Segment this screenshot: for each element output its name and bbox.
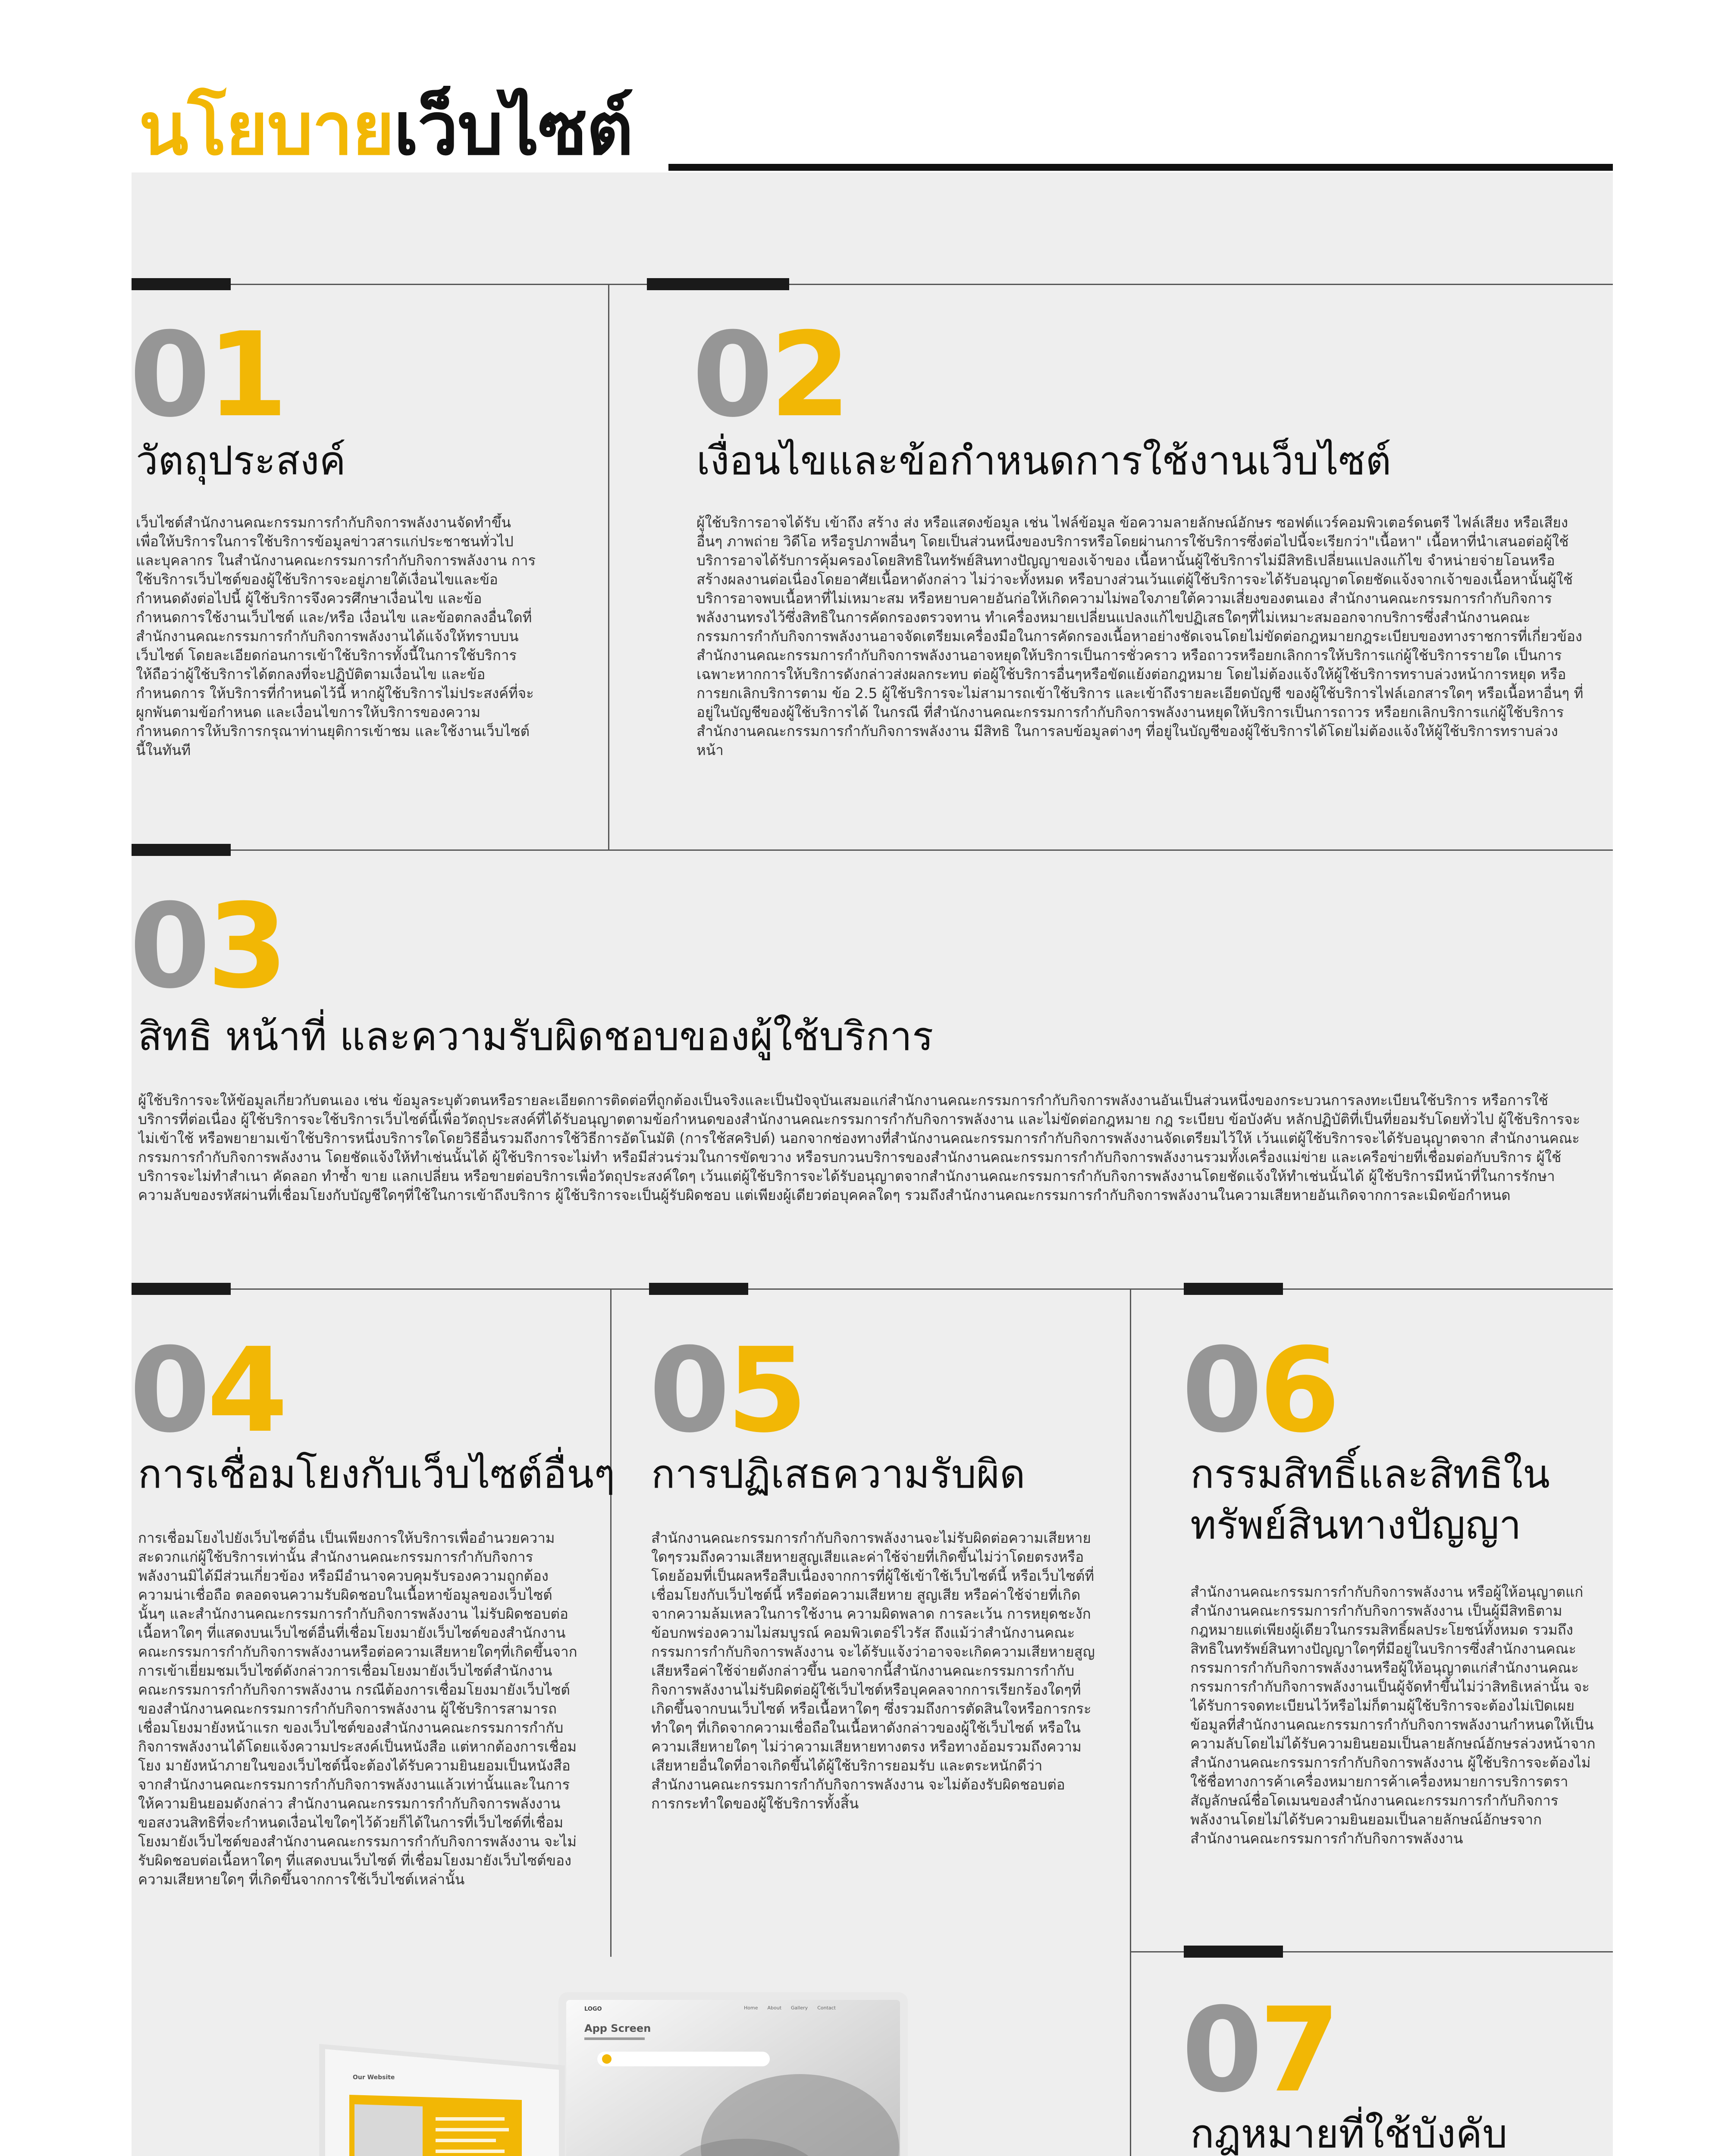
- section-number-04: 04: [129, 1322, 285, 1458]
- section-number-06: 06: [1182, 1322, 1337, 1458]
- section-bar-07: [1184, 1946, 1283, 1958]
- section-number-01: 01: [129, 307, 285, 443]
- section-body-03: ผู้ใช้บริการจะให้ข้อมูลเกี่ยวกับตนเอง เช่น ข้อมูลระบุตัวตนหรือรายละเอียดการติดต่อที่ถูกต้องเป็นจริงและเป็นปัจจุบันเสมอแก่สำนักงานคณะกรรมการกำกับกิจการพลังงานอันเป็นส่วนหนึ่งของกระบวนการลงทะเบียนใช้บริการ หรือการใช้บริการที่ต่อเนื่อง ผู้ใช้บริการจะใช้บริการเว็บไซต์นี้เพื่อวัตถุประสงค์ที่ได้รับอนุญาตตามข้อกำหนดของสำนักงานคณะกรรมการกำกับกิจการพลังงาน และไม่ขัดต่อกฎหมาย กฎ ระเบียบ ข้อบังคับ หลักปฏิบัติที่เป็นที่ยอมรับโดยทั่วไป ผู้ใช้บริการจะไม่เข้าใช้ หรือพยายามเข้าใช้บริการหนึ่งบริการใดโดยวิธีอื่นรวมถึงการใช้วิธีการอัตโนมัติ (การใช้สคริปต์) นอกจากช่องทางที่สำนักงานคณะกรรมการกำกับกิจการพลังงานจัดเตรียมไว้ให้ เว้นแต่ผู้ใช้บริการจะได้รับอนุญาตจาก สำนักงานคณะกรรมการกำกับกิจการพลังงาน โดยชัดแจ้งให้ทำเช่นนั้นได้ ผู้ใช้บริการจะไม่ทำ หรือมีส่วนร่วมในการขัดขวาง หรือรบกวนบริการของสำนักงานคณะกรรมการกำกับกิจการพลังงานรวมทั้งเครื่องแม่ข่าย และเครือข่ายที่เชื่อมต่อกับบริการ ผู้ใช้บริการจะไม่ทำสำเนา คัดลอก ทำซ้ำ ขาย แลกเปลี่ยน หรือขายต่อบริการเพื่อวัตถุประสงค์ใดๆ เว้นแต่ผู้ใช้บริการจะได้รับอนุญาตจากสำนักงานคณะกรรมการกำกับกิจการพลังงานโดยชัดแจ้งให้ทำเช่นนั้นได้ ผู้ใช้บริการมีหน้าที่ในการรักษาความลับของรหัสผ่านที่เชื่อมโยงกับบัญชีใดๆที่ใช้ในการเข้าถึงบริการ ผู้ใช้บริการจะเป็นผู้รับผิดชอบ แต่เพียงผู้เดียวต่อบุคคลใดๆ รวมถึงสำนักงานคณะกรรมการกำกับกิจการพลังงานในความเสียหายอันเกิดจากการละเมิดข้อกำหนด: [138, 1092, 1581, 1203]
- section-heading-06: กรรมสิทธิ์และสิทธิในทรัพย์สินทางปัญญา: [1190, 1451, 1550, 1548]
- section-heading-02: เงื่อนไขและข้อกำหนดการใช้งานเว็บไซต์: [696, 438, 1392, 484]
- nav-item-gallery[interactable]: Gallery: [791, 2005, 808, 2011]
- page-title-accent: นโยบาย: [139, 87, 394, 171]
- section-heading-01: วัตถุประสงค์: [136, 438, 346, 484]
- section-heading-04: การเชื่อมโยงกับเว็บไซต์อื่นๆ: [138, 1451, 615, 1497]
- back-screen-logo: LOGO: [584, 2006, 602, 2012]
- section-bar-06: [1184, 1283, 1283, 1295]
- section-bar-03: [132, 844, 231, 856]
- nav-item-home[interactable]: Home: [744, 2005, 758, 2011]
- section-heading-05: การปฏิเสธความรับผิด: [651, 1451, 1026, 1497]
- section-bar-04: [132, 1283, 231, 1295]
- divider-row1: [132, 284, 1613, 285]
- divider-col-row3a: [610, 1288, 612, 1957]
- section-number-05: 05: [649, 1322, 804, 1458]
- divider-col-row3b: [1130, 1288, 1131, 2156]
- nav-item-about[interactable]: About: [767, 2005, 782, 2011]
- section-number-03: 03: [129, 878, 285, 1014]
- section-body-06: สำนักงานคณะกรรมการกำกับกิจการพลังงาน หรือผู้ให้อนุญาตแก่สำนักงานคณะกรรมการกำกับกิจการพลังงาน เป็นผู้มีสิทธิตามกฎหมายแต่เพียงผู้เดียวในกรรมสิทธิ์ผลประโยชน์ทั้งหมด รวมถึงสิทธิในทรัพย์สินทางปัญญาใดๆที่มีอยู่ในบริการซึ่งสำนักงานคณะกรรมการกำกับกิจการพลังงานหรือผู้ให้อนุญาตแก่สำนักงานคณะกรรมการกำกับกิจการพลังงานเป็นผู้จัดทำขึ้นไม่ว่าสิทธิเหล่านั้น จะได้รับการจดทะเบียนไว้หรือไม่ก็ตามผู้ใช้บริการจะต้องไม่เปิดเผยข้อมูลที่สำนักงานคณะกรรมการกำกับกิจการพลังงานกำหนดให้เป็นความลับโดยไม่ได้รับความยินยอมเป็นลายลักษณ์อักษรล่วงหน้าจากสำนักงานคณะกรรมการกำกับกิจการพลังงาน ผู้ใช้บริการจะต้องไม่ใช้ชื่อทางการค้าเครื่องหมายการค้าเครื่องหมายการบริการตราสัญลักษณ์ชื่อโดเมนของสำนักงานคณะกรรมการกำกับกิจการพลังงานโดยไม่ได้รับความยินยอมเป็นลายลักษณ์อักษรจากสำนักงานคณะกรรมการกำกับกิจการพลังงาน: [1190, 1583, 1596, 1847]
- section-body-04: การเชื่อมโยงไปยังเว็บไซต์อื่น เป็นเพียงการให้บริการเพื่ออำนวยความสะดวกแก่ผู้ใช้บริการเท่านั้น สำนักงานคณะกรรมการกำกับกิจการพลังงานมิได้มีส่วนเกี่ยวข้อง หรือมีอำนาจควบคุมรับรองความถูกต้อง ความน่าเชื่อถือ ตลอดจนความรับผิดชอบในเนื้อหาข้อมูลของเว็บไซต์นั้นๆ และสำนักงานคณะกรรมการกำกับกิจการพลังงาน ไม่รับผิดชอบต่อเนื้อหาใดๆ ที่แสดงบนเว็บไซต์อื่นที่เชื่อมโยงมายังเว็บไซต์ของสำนักงานคณะกรรมการกำกับกิจการพลังงานหรือต่อความเสียหายใดๆที่เกิดขึ้นจากการเข้าเยี่ยมชมเว็บไซต์ดังกล่าวการเชื่อมโยงมายังเว็บไซต์สำนักงานคณะกรรมการกำกับกิจการพลังงาน กรณีต้องการเชื่อมโยงมายังเว็บไซต์ของสำนักงานคณะกรรมการกำกับกิจการพลังงาน ผู้ใช้บริการสามารถเชื่อมโยงมายังหน้าแรก ของเว็บไซต์ของสำนักงานคณะกรรมการกำกับกิจการพลังงานได้โดยแจ้งความประสงค์เป็นหนังสือ แต่หากต้องการเชื่อมโยง มายังหน้าภายในของเว็บไซต์นี้จะต้องได้รับความยินยอมเป็นหนังสือจากสำนักงานคณะกรรมการกำกับกิจการพลังงานแล้วเท่านั้นและในการให้ความยินยอมดังกล่าว สำนักงานคณะกรรมการกำกับกิจการพลังงานขอสงวนสิทธิที่จะกำหนดเงื่อนไขใดๆไว้ด้วยก็ได้ในการที่เว็บไซต์ที่เชื่อมโยงมายังเว็บไซต์ของสำนักงานคณะกรรมการกำกับกิจการพลังงาน จะไม่รับผิดชอบต่อเนื้อหาใดๆ ที่แสดงบนเว็บไซต์ ที่เชื่อมโยงมายังเว็บไซต์ของความเสียหายใดๆ ที่เกิดขึ้นจากการใช้เว็บไซต์เหล่านั้น: [138, 1529, 577, 1888]
- page-title: [139, 87, 633, 171]
- back-screen-title: App Screen: [584, 2022, 651, 2034]
- section-bar-01: [132, 278, 231, 290]
- monitor-front: [319, 2044, 565, 2156]
- section-bar-02: [647, 278, 789, 290]
- divider-row3: [132, 1288, 1613, 1290]
- section-heading-03: สิทธิ หน้าที่ และความรับผิดชอบของผู้ใช้บริการ: [138, 1013, 934, 1059]
- section-body-01: เว็บไซต์สำนักงานคณะกรรมการกำกับกิจการพลังงานจัดทำขึ้น เพื่อให้บริการในการใช้บริการข้อมูลข่าวสารแก่ประชาชนทั่วไป และบุคลากร ในสำนักงานคณะกรรมการกำกับกิจการพลังงาน การใช้บริการเว็บไซต์ของผู้ใช้บริการจะอยู่ภายใต้เงื่อนไขและข้อกำหนดดังต่อไปนี้ ผู้ใช้บริการจึงควรศึกษาเงื่อนไข และข้อกำหนดการใช้งานเว็บไซต์ และ/หรือ เงื่อนไข และข้อตกลงอื่นใดที่สำนักงานคณะกรรมการกำกับกิจการพลังงานได้แจ้งให้ทราบบนเว็บไซต์ โดยละเอียดก่อนการเข้าใช้บริการทั้งนี้ในการใช้บริการ ให้ถือว่าผู้ใช้บริการได้ตกลงที่จะปฏิบัติตามเงื่อนไข และข้อกำหนดการ ให้บริการที่กำหนดไว้นี้ หากผู้ใช้บริการไม่ประสงค์ที่จะผูกพันตามข้อกำหนด และเงื่อนไขการให้บริการของความกำหนดการให้บริการกรุณาท่านยุติการเข้าชม และใช้งานเว็บไซต์นี้ในทันที: [136, 514, 536, 758]
- header-rule: [668, 164, 1613, 171]
- divider-row2: [132, 849, 1613, 851]
- monitor-back: [558, 1992, 908, 2156]
- section-bar-05: [649, 1283, 748, 1295]
- section-body-02: ผู้ใช้บริการอาจได้รับ เข้าถึง สร้าง ส่ง หรือแสดงข้อมูล เช่น ไฟล์ข้อมูล ข้อความลายลักษณ์อักษร ซอฟต์แวร์คอมพิวเตอร์ดนตรี ไฟล์เสียง หรือเสียง อื่นๆ ภาพถ่าย วิดีโอ หรือรูปภาพอื่นๆ โดยเป็นส่วนหนึ่งของบริการหรือโดยผ่านการใช้บริการซึ่งต่อไปนี้จะเรียกว่า"เนื้อหา" เนื้อหาที่นำเสนอต่อผู้ใช้บริการอาจได้รับการคุ้มครองโดยสิทธิในทรัพย์สินทางปัญญาของเจ้าของ เนื้อหานั้นผู้ใช้บริการไม่มีสิทธิเปลี่ยนแปลงแก้ไข จำหน่ายจ่ายโอนหรือสร้างผลงานต่อเนื่องโดยอาศัยเนื้อหาดังกล่าว ไม่ว่าจะทั้งหมด หรือบางส่วนเว้นแต่ผู้ใช้บริการจะได้รับอนุญาตโดยชัดแจ้งจากเจ้าของเนื้อหานั้นผู้ใช้บริการอาจพบเนื้อหาที่ไม่เหมาะสม หรือหยาบคายอันก่อให้เกิดความไม่พอใจภายใต้ความเสี่ยงของตนเอง สำนักงานคณะกรรมการกำกับกิจการพลังงานทรงไว้ซึ่งสิทธิในการคัดกรองตรวจทาน ทำเครื่องหมายเปลี่ยนแปลงแก้ไขปฏิเสธใดๆที่ไม่เหมาะสมออกจากบริการซึ่งสำนักงานคณะกรรมการกำกับกิจการพลังงานอาจจัดเตรียมเครื่องมือในการคัดกรองเนื้อหาอย่างชัดเจนโดยไม่ขัดต่อกฎหมายกฎระเบียบของทางราชการที่เกี่ยวข้อง สำนักงานคณะกรรมการกำกับกิจการพลังงานอาจหยุดให้บริการเป็นการชั่วคราว หรือถาวรหรือยกเลิกการให้บริการแก่ผู้ใช้บริการรายใด เป็นการเฉพาะหากการให้บริการดังกล่าวส่งผลกระทบ ต่อผู้ใช้บริการอื่นๆหรือขัดแย้งต่อกฎหมาย โดยไม่ต้องแจ้งให้ผู้ใช้บริการทราบล่วงหน้าการหยุด หรือการยกเลิกบริการตาม ข้อ 2.5 ผู้ใช้บริการจะไม่สามารถเข้าใช้บริการ และเข้าถึงรายละเอียดบัญชี ของผู้ใช้บริการไฟล์เอกสารใดๆ หรือเนื้อหาอื่นๆ ที่อยู่ในบัญชีของผู้ใช้บริการได้ ในกรณี ที่สำนักงานคณะกรรมการกำกับกิจการพลังงานหยุดให้บริการเป็นการถาวร หรือยกเลิกบริการแก่ผู้ใช้บริการสำนักงานคณะกรรมการกำกับกิจการพลังงาน มีสิทธิ ในการลบข้อมูลต่างๆ ที่อยู่ในบัญชีของผู้ใช้บริการได้โดยไม่ต้องแจ้งให้ผู้ใช้บริการทราบล่วงหน้า: [696, 514, 1584, 758]
- divider-col-row1: [608, 284, 609, 850]
- section-body-05: สำนักงานคณะกรรมการกำกับกิจการพลังงานจะไม่รับผิดต่อความเสียหายใดๆรวมถึงความเสียหายสูญเสียและค่าใช้จ่ายที่เกิดขึ้นไม่ว่าโดยตรงหรือโดยอ้อมที่เป็นผลหรือสืบเนื่องจากการที่ผู้ใช้เข้าใช้เว็บไซต์นี้ หรือเว็บไซต์ที่เชื่อมโยงกับเว็บไซต์นี้ หรือต่อความเสียหาย สูญเสีย หรือค่าใช้จ่ายที่เกิดจากความล้มเหลวในการใช้งาน ความผิดพลาด การละเว้น การหยุดชะงัก ข้อบกพร่องความไม่สมบูรณ์ คอมพิวเตอร์ไวรัส ถึงแม้ว่าสำนักงานคณะกรรมการกำกับกิจการพลังงาน จะได้รับแจ้งว่าอาจจะเกิดความเสียหายสูญเสียหรือค่าใช้จ่ายดังกล่าวขึ้น นอกจากนี้สำนักงานคณะกรรมการกำกับกิจการพลังงานไม่รับผิดต่อผู้ใช้เว็บไซต์หรือบุคคลจากการเรียกร้องใดๆที่เกิดขึ้นจากบนเว็บไซต์ หรือเนื้อหาใดๆ ซึ่งรวมถึงการตัดสินใจหรือการกระทำใดๆ ที่เกิดจากความเชื่อถือในเนื้อหาดังกล่าวของผู้ใช้เว็บไซต์ หรือในความเสียหายใดๆ ไม่ว่าความเสียหายทางตรง หรือทางอ้อมรวมถึงความเสียหายอื่นใดที่อาจเกิดขึ้นได้ผู้ใช้บริการยอมรับ และตระหนักดีว่า สำนักงานคณะกรรมการกำกับกิจการพลังงาน จะไม่ต้องรับผิดชอบต่อการกระทำใดของผู้ใช้บริการทั้งสิ้น: [651, 1529, 1095, 1812]
- section-heading-07: กฎหมายที่ใช้บังคับ: [1190, 2111, 1508, 2156]
- nav-item-contact[interactable]: Contact: [817, 2005, 836, 2011]
- page-title-main: เว็บไซต์: [393, 87, 633, 171]
- front-screen-title: Our Website: [353, 2074, 395, 2081]
- section-number-02: 02: [692, 307, 847, 443]
- section-number-07: 07: [1182, 1982, 1337, 2118]
- back-screen-nav: [744, 2005, 836, 2011]
